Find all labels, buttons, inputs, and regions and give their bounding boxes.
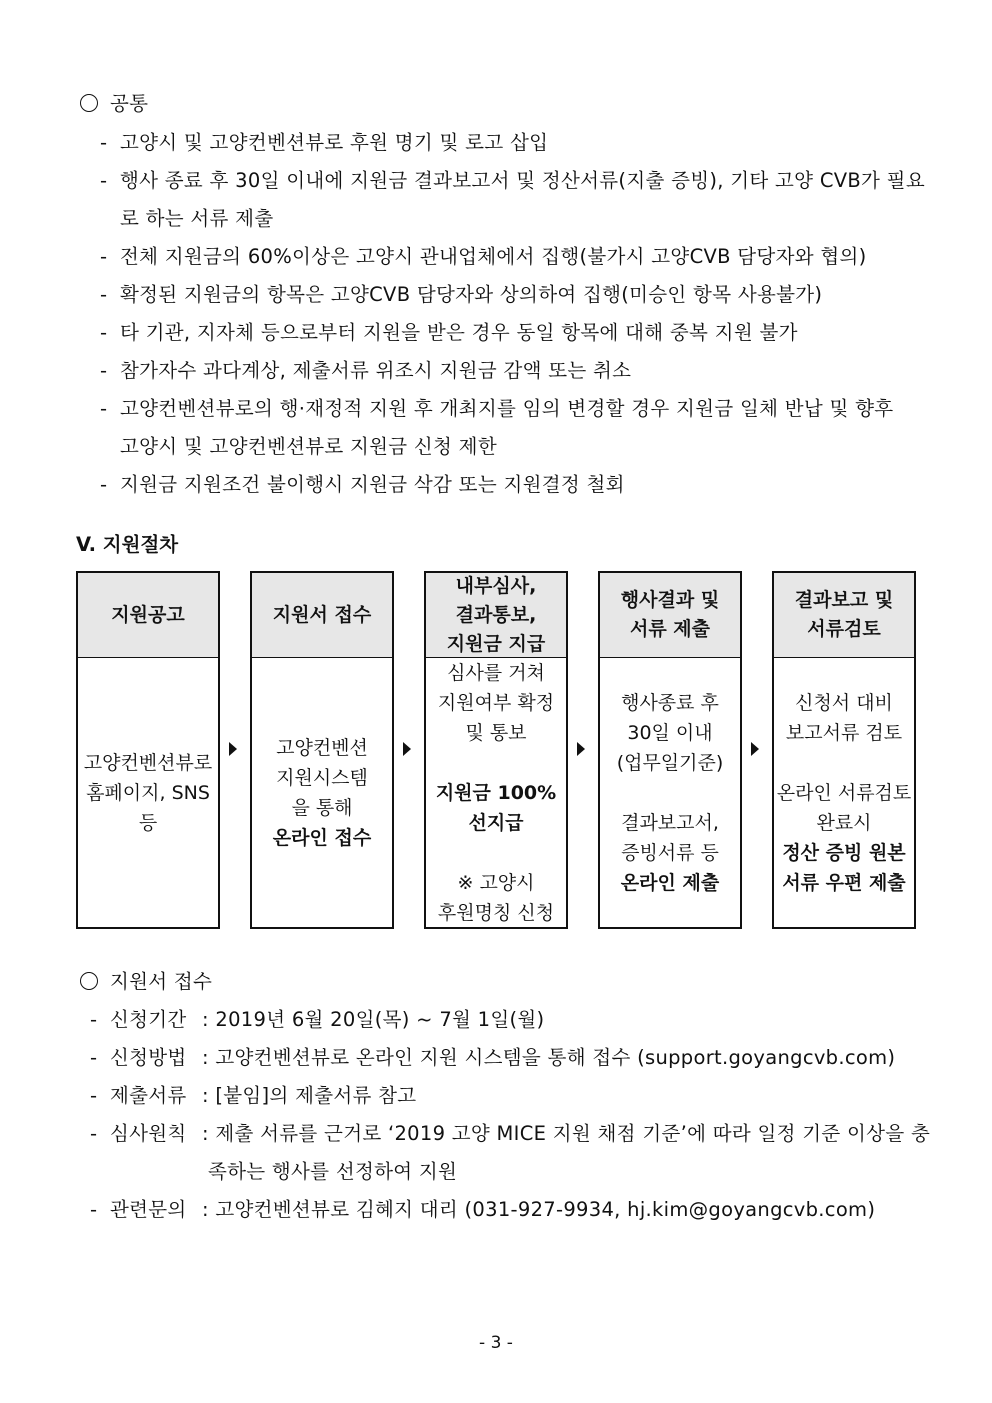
procedure-step-title-line: 지원금 지급 [446, 632, 546, 655]
common-item: - 고양시 및 고양컨벤션뷰로 후원 명기 및 로고 삽입 [100, 131, 549, 154]
application-section-title: 지원서 접수 [80, 968, 212, 996]
flow-arrow-icon [403, 742, 411, 756]
procedure-step-title-line: 결과통보, [455, 603, 537, 626]
procedure-step-body-line: 홈페이지, SNS [86, 782, 210, 804]
procedure-step-body-line: 완료시 [816, 812, 872, 834]
procedure-step-title-line: 행사결과 및 [620, 589, 720, 611]
procedure-step-body-line: 지원시스템 [276, 767, 368, 789]
procedure-step-title [78, 573, 218, 658]
procedure-step-body-line: 선지급 [468, 812, 524, 834]
page-number: - 3 - [479, 1333, 513, 1353]
procedure-step-body [426, 658, 566, 928]
procedure-step-box [598, 571, 742, 929]
procedure-step-body [774, 658, 914, 928]
common-item: - 행사 종료 후 30일 이내에 지원금 결과보고서 및 정산서류(지출 증빙), 기타 고양 CVB가 필요 [100, 169, 925, 192]
procedure-step-body-line: 심사를 거쳐 [447, 662, 545, 684]
procedure-step-title [600, 573, 740, 658]
flow-arrow-icon [751, 742, 759, 756]
common-item: - 타 기관, 지자체 등으로부터 지원을 받은 경우 동일 항목에 대해 중복 지원 불가 [100, 321, 798, 344]
procedure-step-title-line: 지원공고 [111, 603, 185, 626]
application-item: - 신청기간 : 2019년 6월 20일(목) ~ 7월 1일(월) [90, 1008, 545, 1031]
procedure-step-body-line: 30일 이내 [627, 722, 713, 744]
procedure-step-body-line: 신청서 대비 [795, 692, 893, 714]
procedure-step-box [772, 571, 916, 929]
procedure-step-box [424, 571, 568, 929]
procedure-step-body-line: 정산 증빙 원본 [782, 842, 906, 864]
procedure-step-body-line: 행사종료 후 [621, 692, 719, 714]
procedure-step-title [774, 573, 914, 658]
procedure-step-box [76, 571, 220, 929]
procedure-step-body-line: 지원금 100% [435, 782, 557, 804]
procedure-step-body-line: 증빙서류 등 [621, 842, 719, 864]
application-item: - 관련문의 : 고양컨벤션뷰로 김혜지 대리 (031-927-9934, hj.kim@goyangcvb.com) [90, 1198, 876, 1221]
common-item: - 전체 지원금의 60%이상은 고양시 관내업체에서 집행(불가시 고양CVB 담당자와 협의) [100, 245, 867, 268]
procedure-step-body-line: 및 통보 [465, 722, 527, 744]
application-item: - 신청방법 : 고양컨벤션뷰로 온라인 지원 시스템을 통해 접수 (support.goyangcvb.com) [90, 1046, 896, 1069]
procedure-step-title-line: 서류 제출 [629, 618, 710, 640]
procedure-step-body [78, 658, 218, 928]
procedure-step-title [252, 573, 392, 658]
procedure-step-body-line: 온라인 제출 [620, 872, 720, 894]
procedure-step-title-line: 내부심사, [455, 574, 537, 597]
procedure-step-body-line: 을 통해 [291, 797, 353, 819]
circle-bullet-icon [80, 94, 98, 112]
common-item: - 참가자수 과다계상, 제출서류 위조시 지원금 감액 또는 취소 [100, 359, 632, 382]
procedure-step-title-line: 결과보고 및 [794, 589, 894, 611]
common-item: - 지원금 지원조건 불이행시 지원금 삭감 또는 지원결정 철회 [100, 473, 625, 496]
procedure-step-body-line: 고양컨벤션 [276, 737, 368, 759]
common-item-continuation: 고양시 및 고양컨벤션뷰로 지원금 신청 제한 [120, 435, 497, 458]
procedure-step-body-line: 등 [138, 812, 158, 834]
procedure-step-body-line: 온라인 서류검토 [776, 782, 912, 804]
application-item: - 제출서류 : [붙임]의 제출서류 참고 [90, 1084, 417, 1107]
common-item-continuation: 로 하는 서류 제출 [120, 207, 274, 230]
procedure-heading: V. 지원절차 [76, 533, 179, 556]
procedure-step-body-line: 지원여부 확정 [437, 692, 555, 714]
common-section-title: 공통 [80, 90, 148, 118]
procedure-step-body-line: 후원명칭 신청 [437, 902, 555, 924]
procedure-step-body-line: 보고서류 검토 [785, 722, 903, 744]
flow-arrow-icon [229, 742, 237, 756]
procedure-step-body-line: ※ 고양시 [457, 872, 535, 894]
procedure-step-body [600, 658, 740, 928]
procedure-step-title-line: 서류검토 [807, 618, 881, 640]
procedure-step-body-line: 결과보고서, [621, 812, 719, 834]
procedure-step-title [426, 573, 566, 658]
application-item-continuation: 족하는 행사를 선정하여 지원 [208, 1160, 458, 1183]
procedure-step-title-line: 지원서 접수 [272, 603, 372, 626]
common-item: - 확정된 지원금의 항목은 고양CVB 담당자와 상의하여 집행(미승인 항목 사용불가) [100, 283, 823, 306]
procedure-step-body-line: (업무일기준) [616, 752, 724, 774]
procedure-step-body-line: 온라인 접수 [272, 827, 372, 849]
circle-bullet-icon [80, 972, 98, 990]
flow-arrow-icon [577, 742, 585, 756]
procedure-step-body [252, 658, 392, 928]
procedure-step-body-line: 고양컨벤션뷰로 [83, 752, 213, 774]
application-item: - 심사원칙 : 제출 서류를 근거로 ‘2019 고양 MICE 지원 채점 기준’에 따라 일정 기준 이상을 충 [90, 1122, 931, 1145]
procedure-step-body-line: 서류 우편 제출 [782, 872, 906, 894]
procedure-step-box [250, 571, 394, 929]
common-item: - 고양컨벤션뷰로의 행·재정적 지원 후 개최지를 임의 변경할 경우 지원금 일체 반납 및 향후 [100, 397, 894, 420]
